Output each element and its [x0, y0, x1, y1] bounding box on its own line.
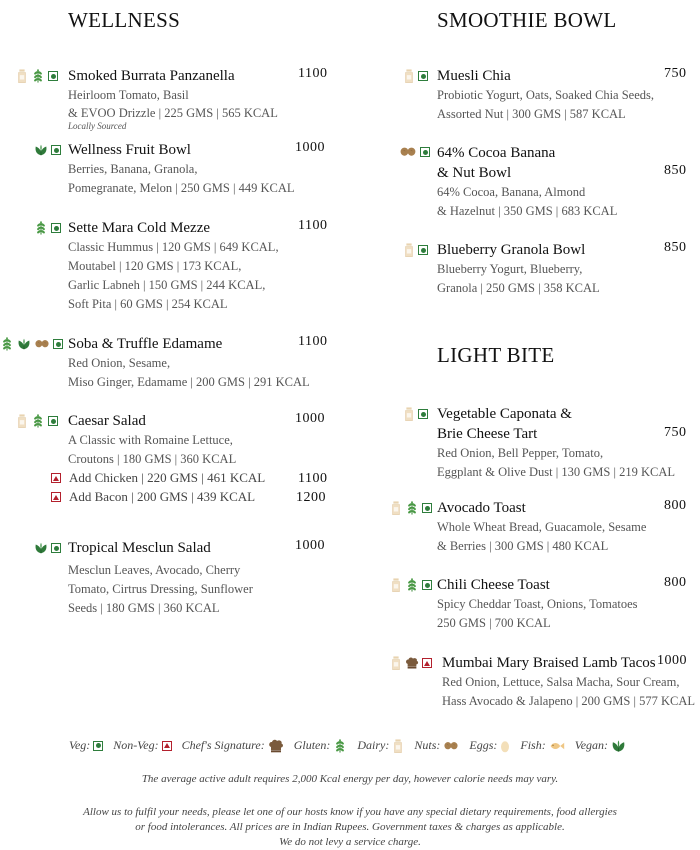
- item-note: Locally Sourced: [68, 121, 127, 131]
- egg-icon: [500, 739, 510, 753]
- veg-icon: [422, 503, 432, 513]
- item-desc: Berries, Banana, Granola,: [68, 162, 198, 176]
- item-price: 1000: [295, 411, 325, 426]
- dietary-icons: [403, 405, 428, 423]
- legend-vegan: [575, 738, 626, 753]
- item-name: Wellness Fruit Bowl: [68, 142, 191, 158]
- nuts-icon: [399, 145, 417, 159]
- dairy-icon: [403, 243, 415, 257]
- item-price: 850: [664, 163, 687, 178]
- dietary-icons: [16, 67, 58, 85]
- dietary-icons: [34, 539, 61, 557]
- legend-label: Vegan:: [574, 738, 609, 752]
- item-desc: Croutons | 180 GMS | 360 KCAL: [68, 452, 237, 466]
- dietary-icons: [390, 654, 432, 672]
- dairy-icon: [390, 656, 402, 670]
- item-desc: Soft Pita | 60 GMS | 254 KCAL: [68, 297, 228, 311]
- item-desc: Red Onion, Bell Pepper, Tomato,: [437, 446, 604, 460]
- item-price: 800: [664, 498, 687, 513]
- calorie-note: The average active adult requires 2,000 Kcal energy per day, however calorie needs may vary.: [141, 773, 559, 785]
- menu-item-blueberry-granola-bowl: [437, 240, 600, 298]
- dietary-legend: [0, 738, 700, 753]
- legend-label: Chef's Signature:: [181, 738, 265, 752]
- dairy-icon: [403, 69, 415, 83]
- item-name: Avocado Toast: [437, 500, 526, 516]
- veg-icon: [48, 71, 58, 81]
- vegan-icon: [34, 143, 48, 157]
- dairy-icon: [16, 414, 28, 428]
- item-desc: & Berries | 300 GMS | 480 KCAL: [437, 539, 609, 553]
- item-desc: Whole Wheat Bread, Guacamole, Sesame: [437, 520, 647, 534]
- menu-item-cocoa-banana-bowl: [437, 143, 617, 221]
- gluten-icon: [31, 414, 45, 428]
- item-price: 850: [664, 240, 687, 255]
- section-title-light-bite: LIGHT BITE: [437, 343, 555, 367]
- service-charge-note: We do not levy a service charge.: [279, 836, 421, 848]
- item-price: 800: [664, 575, 687, 590]
- item-price: 1000: [657, 653, 687, 668]
- section-title-wellness: WELLNESS: [68, 8, 181, 32]
- item-desc: A Classic with Romaine Lettuce,: [68, 433, 233, 447]
- chef-signature-icon: [405, 656, 419, 670]
- addon-price: 1100: [298, 471, 328, 486]
- item-price: 1100: [298, 218, 328, 233]
- veg-icon: [422, 580, 432, 590]
- vegan-icon: [34, 541, 48, 555]
- item-price: 1000: [295, 140, 325, 155]
- legend-non-veg: [113, 738, 171, 753]
- chef-signature-icon: [268, 739, 284, 753]
- item-desc: Assorted Nut | 300 GMS | 587 KCAL: [437, 107, 626, 121]
- addon-bacon: [51, 489, 255, 505]
- legend-label: Gluten:: [293, 738, 331, 752]
- dietary-icons: [34, 219, 61, 237]
- dairy-icon: [403, 407, 415, 421]
- dietary-note-line-1: Allow us to fulfil your needs, please let one of our hosts know if you have any special dietary requirements, food allergies: [83, 806, 617, 818]
- item-desc: Eggplant & Olive Dust | 130 GMS | 219 KCAL: [437, 465, 675, 479]
- veg-icon: [418, 245, 428, 255]
- veg-icon: [418, 409, 428, 419]
- dietary-icons: [0, 335, 63, 353]
- legend-eggs: [469, 738, 510, 753]
- item-name: 64% Cocoa Banana: [437, 145, 556, 161]
- non-veg-icon: [422, 658, 432, 668]
- item-desc: Mesclun Leaves, Avocado, Cherry: [68, 563, 241, 577]
- item-name: Mumbai Mary Braised Lamb Tacos: [442, 655, 656, 671]
- menu-item-muesli-chia: [437, 66, 654, 124]
- dietary-icons: [403, 67, 428, 85]
- item-name: Soba & Truffle Edamame: [68, 336, 223, 352]
- legend-label: Fish:: [520, 738, 546, 752]
- nuts-icon: [443, 739, 459, 753]
- item-desc: Blueberry Yogurt, Blueberry,: [437, 262, 583, 276]
- item-desc: Red Onion, Lettuce, Salsa Macha, Sour Cream,: [442, 675, 680, 689]
- gluten-icon: [34, 221, 48, 235]
- gluten-icon: [31, 69, 45, 83]
- dairy-icon: [390, 578, 402, 592]
- item-desc: Garlic Labneh | 150 GMS | 244 KCAL,: [68, 278, 266, 292]
- vegan-icon: [17, 337, 31, 351]
- dietary-icons: [403, 241, 428, 259]
- non-veg-icon: [51, 473, 61, 483]
- addon-price: 1200: [296, 490, 326, 505]
- menu-item-mesclun-salad: [68, 538, 253, 618]
- addon-label: Add Bacon | 200 GMS | 439 KCAL: [69, 489, 256, 504]
- legend-gluten: [294, 738, 348, 753]
- item-desc: & EVOO Drizzle | 225 GMS | 565 KCAL: [68, 106, 278, 120]
- dairy-icon: [392, 739, 404, 753]
- menu-item-chili-cheese-toast: [437, 575, 638, 633]
- item-desc: Miso Ginger, Edamame | 200 GMS | 291 KCAL: [68, 375, 310, 389]
- addon-label: Add Chicken | 220 GMS | 461 KCAL: [69, 470, 266, 485]
- item-desc: Spicy Cheddar Toast, Onions, Tomatoes: [437, 597, 638, 611]
- item-name: Chili Cheese Toast: [437, 577, 550, 593]
- menu-item-avocado-toast: [437, 498, 646, 556]
- item-desc: Heirloom Tomato, Basil: [68, 88, 189, 102]
- item-name: Caesar Salad: [68, 413, 146, 429]
- dietary-icons: [34, 141, 61, 159]
- item-price: 1100: [298, 66, 328, 81]
- item-desc: Granola | 250 GMS | 358 KCAL: [437, 281, 600, 295]
- legend-nuts: [414, 738, 459, 753]
- section-title-smoothie-bowl: SMOOTHIE BOWL: [437, 8, 617, 32]
- item-desc: Seeds | 180 GMS | 360 KCAL: [68, 601, 220, 615]
- item-desc: Pomegranate, Melon | 250 GMS | 449 KCAL: [68, 181, 295, 195]
- legend-fish: [520, 738, 564, 753]
- legend-label: Eggs:: [469, 738, 498, 752]
- dairy-icon: [390, 501, 402, 515]
- addon-chicken: [51, 470, 265, 486]
- item-desc: Moutabel | 120 GMS | 173 KCAL,: [68, 259, 242, 273]
- fish-icon: [549, 739, 565, 753]
- menu-item-wellness-fruit-bowl: [68, 140, 295, 198]
- legend-dairy: [357, 738, 404, 753]
- item-desc: 64% Cocoa, Banana, Almond: [437, 185, 586, 199]
- dietary-icons: [16, 412, 58, 430]
- dietary-icons: [399, 143, 430, 161]
- dairy-icon: [16, 69, 28, 83]
- item-name: Vegetable Caponata &: [437, 406, 572, 422]
- item-desc: Tomato, Cirtrus Dressing, Sunflower: [68, 582, 253, 596]
- nuts-icon: [34, 337, 50, 351]
- item-price: 750: [664, 66, 687, 81]
- menu-item-cold-mezze: [68, 218, 279, 314]
- item-name: Blueberry Granola Bowl: [437, 242, 586, 258]
- legend-label: Dairy:: [357, 738, 390, 752]
- item-desc: & Hazelnut | 350 GMS | 683 KCAL: [437, 204, 618, 218]
- non-veg-icon: [162, 741, 172, 751]
- item-desc: Probiotic Yogurt, Oats, Soaked Chia Seeds,: [437, 88, 655, 102]
- dietary-icons: [390, 576, 432, 594]
- item-name: Muesli Chia: [437, 68, 511, 84]
- item-desc: Classic Hummus | 120 GMS | 649 KCAL,: [68, 240, 279, 254]
- vegan-icon: [611, 739, 626, 753]
- item-name: Tropical Mesclun Salad: [68, 540, 211, 556]
- item-price: 1000: [295, 538, 325, 553]
- dietary-note-line-2: or food intolerances. All prices are in Indian Rupees. Government taxes & charges as applicable.: [135, 821, 565, 833]
- veg-icon: [93, 741, 103, 751]
- menu-item-caponata-tart: [437, 404, 675, 482]
- veg-icon: [420, 147, 430, 157]
- gluten-icon: [0, 337, 14, 351]
- legend-label: Non-Veg:: [113, 738, 159, 752]
- veg-icon: [53, 339, 63, 349]
- item-desc: 250 GMS | 700 KCAL: [437, 616, 551, 630]
- item-name: Sette Mara Cold Mezze: [68, 220, 211, 236]
- gluten-icon: [333, 739, 347, 753]
- veg-icon: [51, 223, 61, 233]
- gluten-icon: [405, 578, 419, 592]
- menu-item-soba-edamame: [68, 334, 310, 392]
- veg-icon: [51, 543, 61, 553]
- veg-icon: [418, 71, 428, 81]
- menu-item-caesar-salad: [68, 411, 236, 469]
- item-name: Smoked Burrata Panzanella: [68, 68, 235, 84]
- legend-label: Veg:: [68, 738, 91, 752]
- legend-veg: [69, 738, 103, 753]
- veg-icon: [48, 416, 58, 426]
- item-price: 750: [664, 425, 687, 440]
- item-desc: Hass Avocado & Jalapeno | 200 GMS | 577 KCAL: [442, 694, 696, 708]
- non-veg-icon: [51, 492, 61, 502]
- legend-label: Nuts:: [414, 738, 441, 752]
- item-name: Brie Cheese Tart: [437, 426, 538, 442]
- dietary-icons: [390, 499, 432, 517]
- item-desc: Red Onion, Sesame,: [68, 356, 171, 370]
- veg-icon: [51, 145, 61, 155]
- menu-item-smoked-burrata: [68, 66, 278, 132]
- gluten-icon: [405, 501, 419, 515]
- item-name: & Nut Bowl: [437, 165, 512, 181]
- item-price: 1100: [298, 334, 328, 349]
- legend-chef-signature: [182, 738, 284, 753]
